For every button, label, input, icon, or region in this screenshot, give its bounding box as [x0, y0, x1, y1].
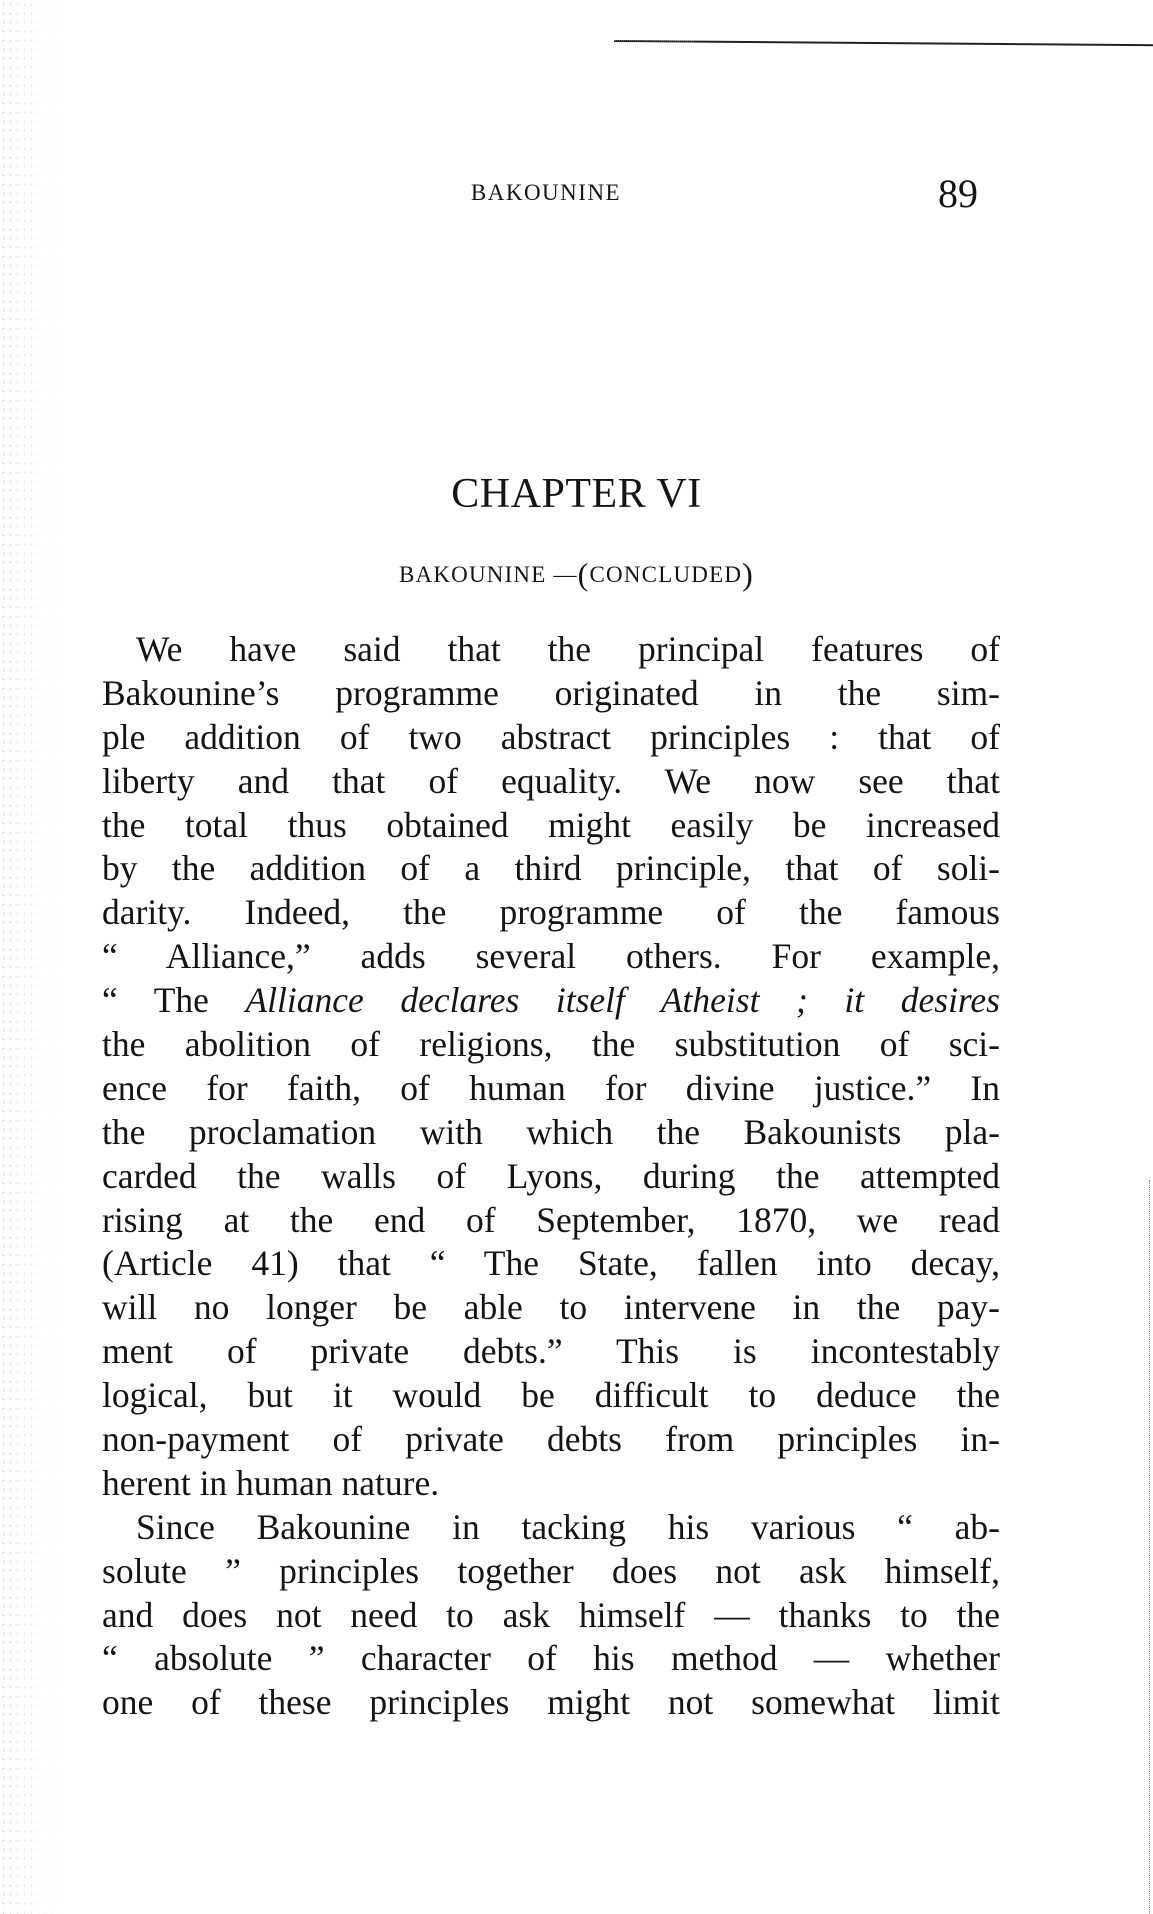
text-line-italic-quote	[102, 979, 1000, 1023]
text-line: We have said that the principal features of	[136, 629, 1000, 669]
scan-edge-speckle	[0, 0, 70, 1914]
text-line: the abolition of religions, the substitution of sci-	[102, 1024, 1000, 1065]
text-line: logical, but it would be difficult to deduce the	[102, 1375, 1000, 1416]
text-line: and does not need to ask himself — thanks to the	[102, 1594, 1000, 1635]
page-number: 89	[938, 171, 978, 216]
text-line: ment of private debts.” This is incontestably	[102, 1331, 1000, 1372]
quote-open: “ The	[102, 980, 246, 1021]
text-line: darity. Indeed, the programme of the famous	[102, 892, 1000, 933]
subtitle-main: BAKOUNINE —	[398, 562, 578, 587]
text-line: herent in human nature.	[102, 1462, 440, 1503]
text-line: will no longer be able to intervene in the pay-	[102, 1287, 1000, 1328]
text-line: ence for faith, of human for divine justice.” In	[102, 1067, 1000, 1108]
text-line: Since Bakounine in tacking his various “ ab-	[136, 1506, 1000, 1547]
text-line: solute ” principles together does not ask himself,	[102, 1550, 1000, 1591]
text-line: one of these principles might not somewhat limit	[102, 1682, 1000, 1723]
text-line: non-payment of private debts from principles in-	[102, 1419, 1000, 1460]
text-line: Bakounine’s programme originated in the sim-	[102, 672, 1000, 713]
text-line: liberty and that of equality. We now see that	[102, 760, 1000, 801]
text-line: the total thus obtained might easily be increased	[102, 804, 1000, 845]
text-line: “ absolute ” character of his method — whether	[102, 1638, 1000, 1679]
text-line: carded the walls of Lyons, during the attempted	[102, 1155, 1000, 1196]
text-line: ple addition of two abstract principles : that of	[102, 716, 1000, 757]
text-line: the proclamation with which the Bakounists pla-	[102, 1111, 1000, 1152]
text-line: rising at the end of September, 1870, we read	[102, 1199, 1000, 1240]
text-line: (Article 41) that “ The State, fallen into decay,	[102, 1243, 1000, 1284]
subtitle-paren-text: CONCLUDED	[589, 562, 743, 587]
subtitle-paren-close: )	[742, 556, 755, 592]
top-rule	[614, 40, 1153, 46]
chapter-subtitle	[0, 556, 1153, 593]
body-text	[102, 628, 1000, 1725]
text-line: by the addition of a third principle, that of soli-	[102, 848, 1000, 889]
subtitle-paren-open: (	[577, 556, 590, 592]
italic-quote: Alliance declares itself Atheist ; it desires	[245, 980, 1001, 1021]
text-line: “ Alliance,” adds several others. For example,	[102, 936, 1000, 977]
scan-edge-line	[1149, 1180, 1151, 1914]
chapter-title: CHAPTER VI	[451, 471, 702, 517]
running-head: BAKOUNINE	[470, 180, 622, 205]
